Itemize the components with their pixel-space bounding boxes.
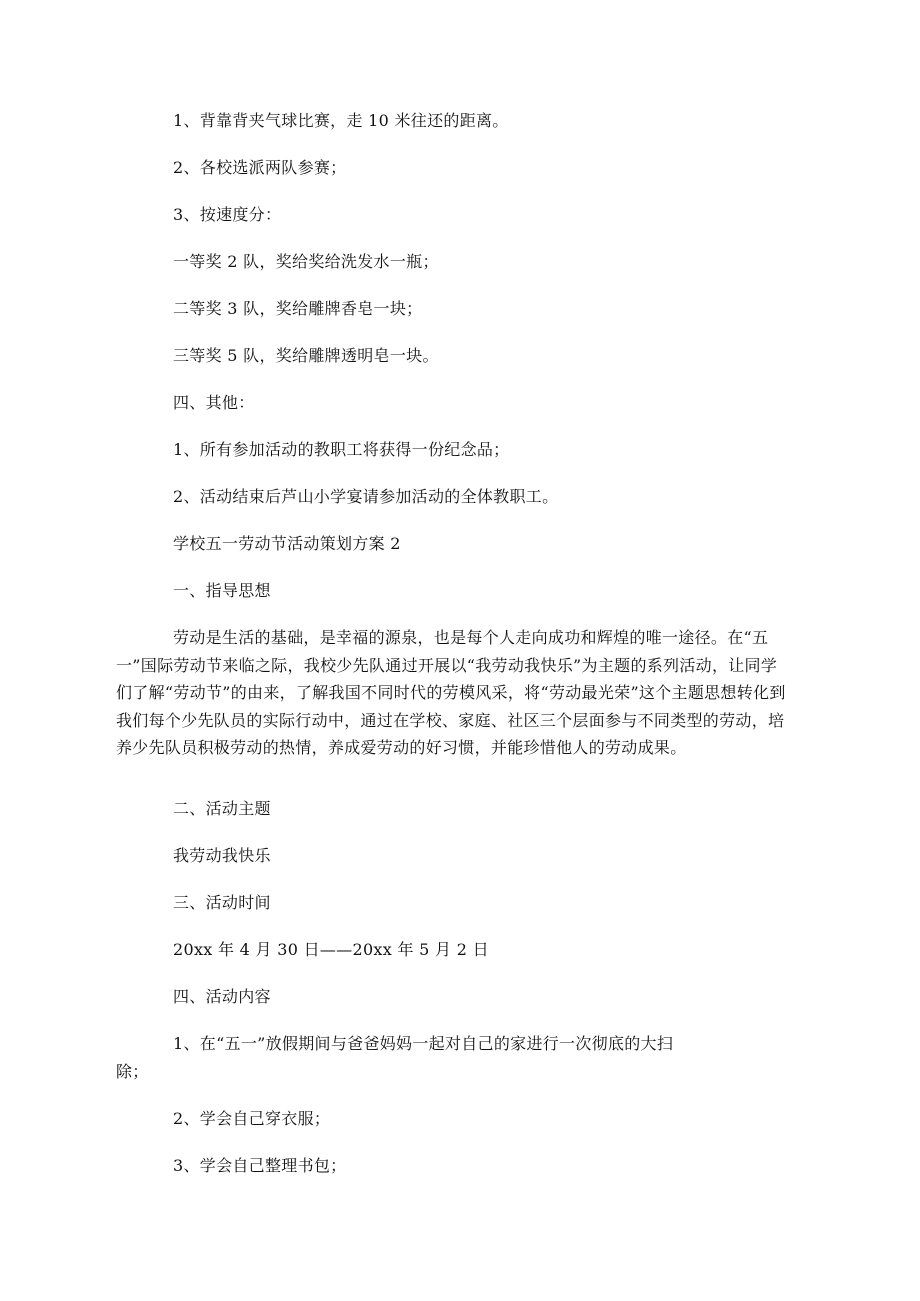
date-line: 20xx 年 4 月 30 日——20xx 年 5 月 2 日 (173, 940, 489, 959)
list-item-line: 1、在“五一”放假期间与爸爸妈妈一起对自己的家进行一次彻底的大扫 (173, 1034, 674, 1053)
text-line: 3、按速度分： (173, 205, 282, 224)
text-line: 我劳动我快乐 (173, 846, 271, 865)
body-paragraph (116, 624, 786, 762)
list-item-line: 除； (116, 1062, 149, 1081)
text-line: 1、背靠背夹气球比赛，走 10 米往还的距离。 (173, 111, 509, 130)
section-heading: 四、其他： (173, 393, 255, 412)
text-line: 2、各校选派两队参赛； (173, 158, 347, 177)
section-heading: 三、活动时间 (173, 893, 271, 912)
text-line: 一等奖 2 队，奖给奖给洗发水一瓶； (173, 252, 439, 271)
text-line: 二等奖 3 队，奖给雕牌香皂一块； (173, 299, 423, 318)
section-heading: 四、活动内容 (173, 987, 271, 1006)
body-paragraph-text: 劳动是生活的基础，是幸福的源泉，也是每个人走向成功和辉煌的唯一途径。在“五一”国际劳动节来临之际，我校少先队通过开展以“我劳动我快乐”为主题的系列活动，让同学们了解“劳动节”的由来，了解我国不同时代的劳模风采，将“劳动最光荣”这个主题思想转化到我们每个少先队员的实际行动中，通过在学校、家庭、社区三个层面参与不同类型的劳动，培养少先队员积极劳动的热情，养成爱劳动的好习惯，并能珍惜他人的劳动成果。 (116, 628, 786, 757)
text-line: 1、所有参加活动的教职工将获得一份纪念品； (173, 440, 510, 459)
list-item: 2、学会自己穿衣服； (173, 1109, 331, 1128)
section-heading: 一、指导思想 (173, 581, 271, 600)
text-line: 2、活动结束后芦山小学宴请参加活动的全体教职工。 (173, 487, 559, 506)
text-line: 三等奖 5 队，奖给雕牌透明皂一块。 (173, 346, 439, 365)
list-item: 3、学会自己整理书包； (173, 1156, 347, 1175)
section-heading: 二、活动主题 (173, 799, 271, 818)
document-title: 学校五一劳动节活动策划方案 2 (173, 534, 401, 553)
